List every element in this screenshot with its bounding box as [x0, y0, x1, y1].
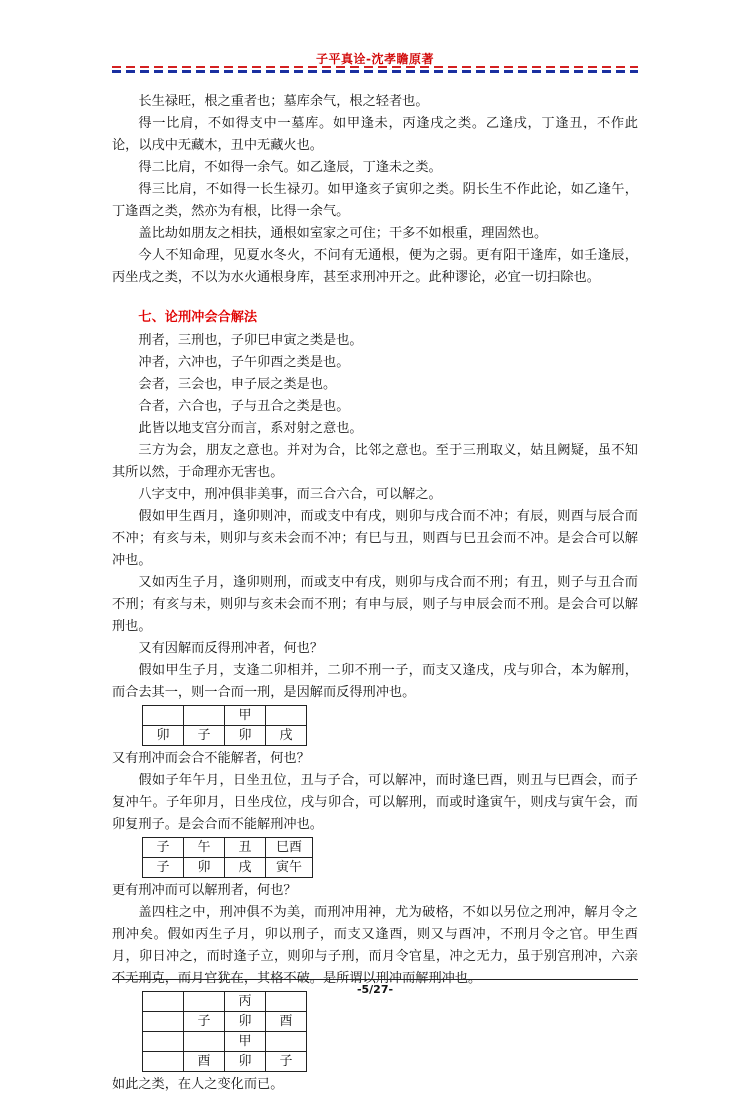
- table-cell: 酉: [184, 1052, 225, 1072]
- table-row: [143, 838, 313, 858]
- table-cell: [143, 706, 184, 726]
- paragraph: 合者，六合也，子与丑合之类是也。: [138, 399, 350, 414]
- table-cell: [184, 706, 225, 726]
- section-heading: 七、论刑冲会合解法: [138, 310, 258, 325]
- pillar-table-1: [142, 705, 307, 746]
- table-row: [143, 1032, 307, 1052]
- table-cell: 子: [143, 858, 184, 878]
- table-cell: 丑: [225, 838, 266, 858]
- header-rule-red: [112, 66, 638, 68]
- table-row: [143, 726, 307, 746]
- footer-rule: [112, 979, 638, 980]
- table-cell: 巳酉: [266, 838, 313, 858]
- table-cell: 子: [266, 1052, 307, 1072]
- table-row: [143, 1012, 307, 1032]
- table-cell: [184, 1032, 225, 1052]
- paragraph: 会者，三会也，申子辰之类是也。: [138, 377, 337, 392]
- table-cell: 卯: [225, 726, 266, 746]
- paragraph: 假如甲生子月，支逢二卯相并，二卯不刑一子，而支又逢戌，戌与卯合，本为解刑，而合去其一，则一合而一刑，是因解而反得刑冲也。: [112, 663, 638, 700]
- paragraph: 冲者，六冲也，子午卯酉之类是也。: [138, 355, 350, 370]
- table-row: [143, 858, 313, 878]
- header-rule: [112, 66, 638, 73]
- table-row: [143, 706, 307, 726]
- table-cell: 甲: [225, 1032, 266, 1052]
- paragraph: 八字支中，刑冲俱非美事，而三合六合，可以解之。: [138, 487, 442, 502]
- paragraph: 此皆以地支宫分而言，系对射之意也。: [138, 421, 363, 436]
- paragraph: 得一比肩，不如得支中一墓库。如甲逢未，丙逢戌之类。乙逢戌，丁逢丑，不作此论，以戌中无藏木，丑中无藏火也。: [112, 116, 638, 153]
- paragraph: 盖比劫如朋友之相扶，通根如室家之可住；干多不如根重，理固然也。: [138, 226, 548, 241]
- page-content: [112, 91, 638, 1096]
- table-cell: 戌: [266, 726, 307, 746]
- table-cell: 子: [143, 838, 184, 858]
- pillar-table-3: [142, 991, 307, 1072]
- table-cell: 子: [184, 1012, 225, 1032]
- paragraph: 长生禄旺，根之重者也；墓库余气，根之轻者也。: [138, 94, 429, 109]
- pillar-table-2: [142, 837, 313, 878]
- table-cell: 甲: [225, 706, 266, 726]
- table-cell: 卯: [184, 858, 225, 878]
- table-cell: [143, 1032, 184, 1052]
- table-cell: 寅午: [266, 858, 313, 878]
- paragraph: 又如丙生子月，逢卯则刑，而或支中有戌，则卯与戌合而不刑；有丑，则子与丑合而不刑；有亥与未，则卯与亥未会而不刑；有申与辰，则子与申辰会而不刑。是会合可以解刑也。: [112, 575, 638, 634]
- paragraph: 刑者，三刑也，子卯巳申寅之类是也。: [138, 333, 363, 348]
- table-row: [143, 1052, 307, 1072]
- paragraph: 假如甲生酉月，逢卯则冲，而或支中有戌，则卯与戌合而不冲；有辰，则酉与辰合而不冲；有亥与未，则卯与亥未会而不冲；有巳与丑，则酉与巳丑会而不冲。是会合可以解冲也。: [112, 509, 638, 568]
- paragraph: 三方为会，朋友之意也。并对为合，比邻之意也。至于三刑取义，姑且阙疑，虽不知其所以然，于命理亦无害也。: [112, 443, 638, 480]
- paragraph: 如此之类，在人之变化而已。: [112, 1077, 284, 1092]
- table-cell: 卯: [143, 726, 184, 746]
- paragraph: 更有刑冲而可以解刑者，何也？: [112, 883, 297, 898]
- table-cell: 酉: [266, 1012, 307, 1032]
- page-number: -5/27-: [356, 983, 394, 996]
- table-cell: [266, 706, 307, 726]
- paragraph: 今人不知命理，见夏水冬火，不问有无通根，便为之弱。更有阳干逢库，如壬逢辰，丙坐戌之类，不以为水火通根身库，甚至求刑冲开之。此种谬论，必宜一切扫除也。: [112, 248, 638, 285]
- table-cell: 戌: [225, 858, 266, 878]
- header-rule-blue: [112, 70, 638, 73]
- paragraph: 得三比肩，不如得一长生禄刃。如甲逢亥子寅卯之类。阴长生不作此论，如乙逢午，丁逢酉之类，然亦为有根，比得一余气。: [112, 182, 638, 219]
- table-cell: 子: [184, 726, 225, 746]
- paragraph: 盖四柱之中，刑冲俱不为美，而刑冲用神，尤为破格，不如以另位之刑冲，解月令之刑冲矣。假如丙生子月，卯以刑子，而支又逢酉，则又与酉冲，不刑月令之官。甲生酉月，卯日冲之，而时逢子立，则卯与子刑，而月令官星，冲之无力，虽于别宫刑冲，六亲不无刑克，而月官犹在，其格不破。是所谓以刑冲而解刑冲也。: [112, 905, 638, 986]
- paragraph: 得二比肩，不如得一余气。如乙逢辰，丁逢未之类。: [138, 160, 442, 175]
- header-title: 子平真诠-沈孝瞻原著: [316, 52, 434, 66]
- table-cell: [143, 1012, 184, 1032]
- paragraph: 又有因解而反得刑冲者，何也？: [138, 641, 324, 656]
- table-cell: [143, 1052, 184, 1072]
- table-cell: 卯: [225, 1012, 266, 1032]
- table-cell: 卯: [225, 1052, 266, 1072]
- paragraph: 又有刑冲而会合不能解者，何也？: [112, 751, 310, 766]
- table-cell: 午: [184, 838, 225, 858]
- table-cell: 丙: [225, 992, 266, 1012]
- paragraph: 假如子年午月，日坐丑位，丑与子合，可以解冲，而时逢巳酉，则丑与巳酉会，而子复冲午。子年卯月，日坐戌位，戌与卯合，可以解刑，而或时逢寅午，则戌与寅午会，而卯复刑子。是会合而不能解刑冲也。: [112, 773, 638, 832]
- table-cell: [266, 1032, 307, 1052]
